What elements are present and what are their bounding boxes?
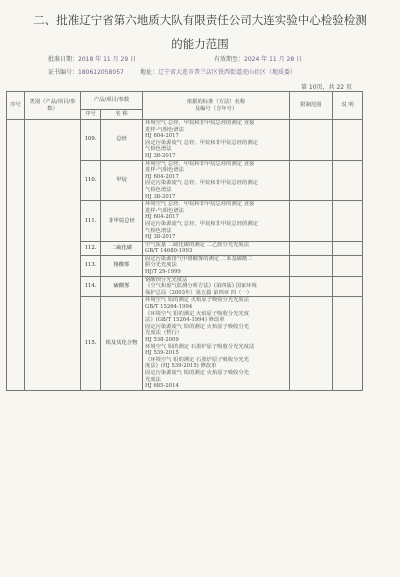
standard-line: 进样-气相色谱法 [145, 167, 184, 174]
row-name: 非甲烷总烃 [101, 201, 143, 242]
row-note [333, 120, 363, 161]
capability-table [6, 91, 363, 391]
row-name: 铅及其化合物 [101, 297, 143, 390]
row-seq: 115. [81, 297, 101, 390]
address-value: 辽宁省大连市普兰店区铁西街道虎山社区（地质委） [158, 69, 297, 76]
standard-line: 环境空气 铅的测定 火焰原子吸收分光光度法 [145, 297, 250, 304]
header-product-group: 产品/项目/参数 [81, 92, 143, 110]
standard-line: 光度法（暂行） [145, 330, 183, 337]
standard-line: HJ 604-2017 [145, 214, 179, 221]
standard-line: 气相色谱法 [145, 227, 172, 234]
standard-line: HJ 539-2015 [145, 350, 179, 357]
approval-date [48, 56, 136, 64]
row-standard [143, 120, 290, 161]
row-limit [290, 201, 333, 242]
header-sub-seq: 序号 [81, 110, 101, 120]
standard-line: 固定污染源废气 总烃、甲烷和非甲烷总烃的测定 [145, 139, 258, 146]
expiry-date [214, 56, 302, 64]
standard-line: GB/T 14680-1993 [145, 248, 193, 255]
row-seq: 112. [81, 241, 101, 255]
standard-line: 《空气和废气监测分析方法》(第四版) 国家环境 [145, 283, 257, 290]
table-row [7, 120, 363, 161]
row-note [333, 160, 363, 201]
header-limit: 限制范围 [290, 92, 333, 120]
standard-line: 光度法 [145, 376, 161, 383]
row-note [333, 241, 363, 255]
row-limit [290, 276, 333, 297]
row-name: 甲烷 [101, 160, 143, 201]
standard-line: HJ 38-2017 [145, 152, 176, 159]
row-note [333, 297, 363, 390]
page-number: 第 10页，共 22 页 [301, 84, 352, 91]
standard-line: 环境空气 总烃、甲烷和非甲烷总烃的测定 直接 [145, 120, 255, 126]
standard-line: 度法》(HJ 539-2015) 修改单 [145, 363, 217, 370]
row-limit [290, 297, 333, 390]
standard-line: 空气质量 二硫化碳的测定 二乙胺分光光度法 [145, 241, 250, 248]
header-note: 说 明 [333, 92, 363, 120]
document-title-line2: 的能力范围 [171, 37, 229, 51]
row-seq: 113. [81, 255, 101, 276]
standard-line: HJ/T 29-1999 [145, 269, 181, 276]
row-name: 硫酸雾 [101, 276, 143, 297]
expiry-date-value: 2024 年 11 月 28 日 [244, 56, 303, 63]
table-body [7, 120, 363, 391]
standard-line: HJ 38-2017 [145, 193, 176, 200]
row-standard [143, 255, 290, 276]
standard-line: 固定污染源排气中铬酸雾的测定 二苯基碳酰二 [145, 255, 253, 262]
standard-line: 肼分光光度法 [145, 262, 177, 269]
standard-line: 保护总局（2003年）第五篇 第四章 四（一） [145, 289, 252, 296]
row-limit [290, 241, 333, 255]
row-seq: 109. [81, 120, 101, 161]
row-seq: 110. [81, 160, 101, 201]
row-standard [143, 160, 290, 201]
standard-line: GB/T 15264-1994 [145, 304, 193, 311]
standard-line: HJ 38-2017 [145, 234, 176, 241]
standard-line: 铬酸钡分光光度法 [145, 276, 188, 283]
standard-line: 固定污染源废气 总烃、甲烷和非甲烷总烃的测定 [145, 220, 258, 227]
standard-line: HJ 604-2017 [145, 133, 179, 140]
row-name: 二硫化碳 [101, 241, 143, 255]
document-title-line1: 二、批准辽宁省第六地质大队有限责任公司大连实验中心检验检测 [33, 13, 367, 27]
cert-no-value: 180612058057 [78, 69, 124, 76]
standard-line: 进样-气相色谱法 [145, 207, 184, 214]
standard-line: HJ 538-2009 [145, 337, 179, 343]
certificate-number [48, 69, 124, 77]
standard-line: 《环境空气 铅的测定 石墨炉原子吸收分光光 [145, 356, 250, 363]
row-limit [290, 120, 333, 161]
header-name: 名 称 [101, 110, 143, 120]
approval-date-value: 2018 年 11 月 29 日 [78, 56, 137, 63]
row-seq: 114. [81, 276, 101, 297]
row-seq: 111. [81, 201, 101, 242]
outer-seq-cell [7, 120, 25, 391]
row-note [333, 276, 363, 297]
row-standard [143, 276, 290, 297]
standard-line: 固定污染源废气 铅的测定 火焰原子吸收分光 [145, 369, 250, 376]
standard-line: 固定污染源废气 铅的测定 火焰原子吸收分光 [145, 323, 250, 330]
approval-date-label: 批准日期： [48, 56, 79, 63]
row-name: 铬酸雾 [101, 255, 143, 276]
standard-line: 环境空气 总烃、甲烷和非甲烷总烃的测定 直接 [145, 160, 255, 167]
header-seq: 序号 [7, 92, 25, 120]
standard-line: 气相色谱法 [145, 146, 172, 153]
header-standard: 依据的标准（方法）名称 及编号（含年号） [143, 92, 290, 120]
standard-line: HJ 685-2014 [145, 383, 179, 390]
cert-no-label: 证书编号： [48, 69, 79, 76]
row-note [333, 255, 363, 276]
standard-line: 气相色谱法 [145, 186, 172, 193]
standard-line: 固定污染源废气 总烃、甲烷和非甲烷总烃的测定 [145, 180, 258, 187]
row-standard [143, 297, 290, 390]
standard-line: HJ 604-2017 [145, 173, 179, 180]
row-standard [143, 241, 290, 255]
address [140, 69, 296, 77]
row-limit [290, 160, 333, 201]
standard-line: 环境空气 铅的测定 石墨炉原子吸收分光光度法 [145, 343, 255, 350]
standard-line: 环境空气 总烃、甲烷和非甲烷总烃的测定 直接 [145, 201, 255, 208]
address-label: 地址： [140, 69, 159, 76]
expiry-date-label: 有效期至： [214, 56, 245, 63]
row-limit [290, 255, 333, 276]
standard-line: 《环境空气 铅的测定 火焰原子吸收分光光度 [145, 310, 250, 317]
standard-line: 进样-气相色谱法 [145, 126, 184, 133]
standard-line: 法》(GB/T 15264-1994) 修改单 [145, 317, 225, 324]
header-category: 类别（产品/项目/参数） [25, 92, 81, 120]
row-standard [143, 201, 290, 242]
outer-category-cell [25, 120, 81, 391]
row-note [333, 201, 363, 242]
row-name: 总烃 [101, 120, 143, 161]
